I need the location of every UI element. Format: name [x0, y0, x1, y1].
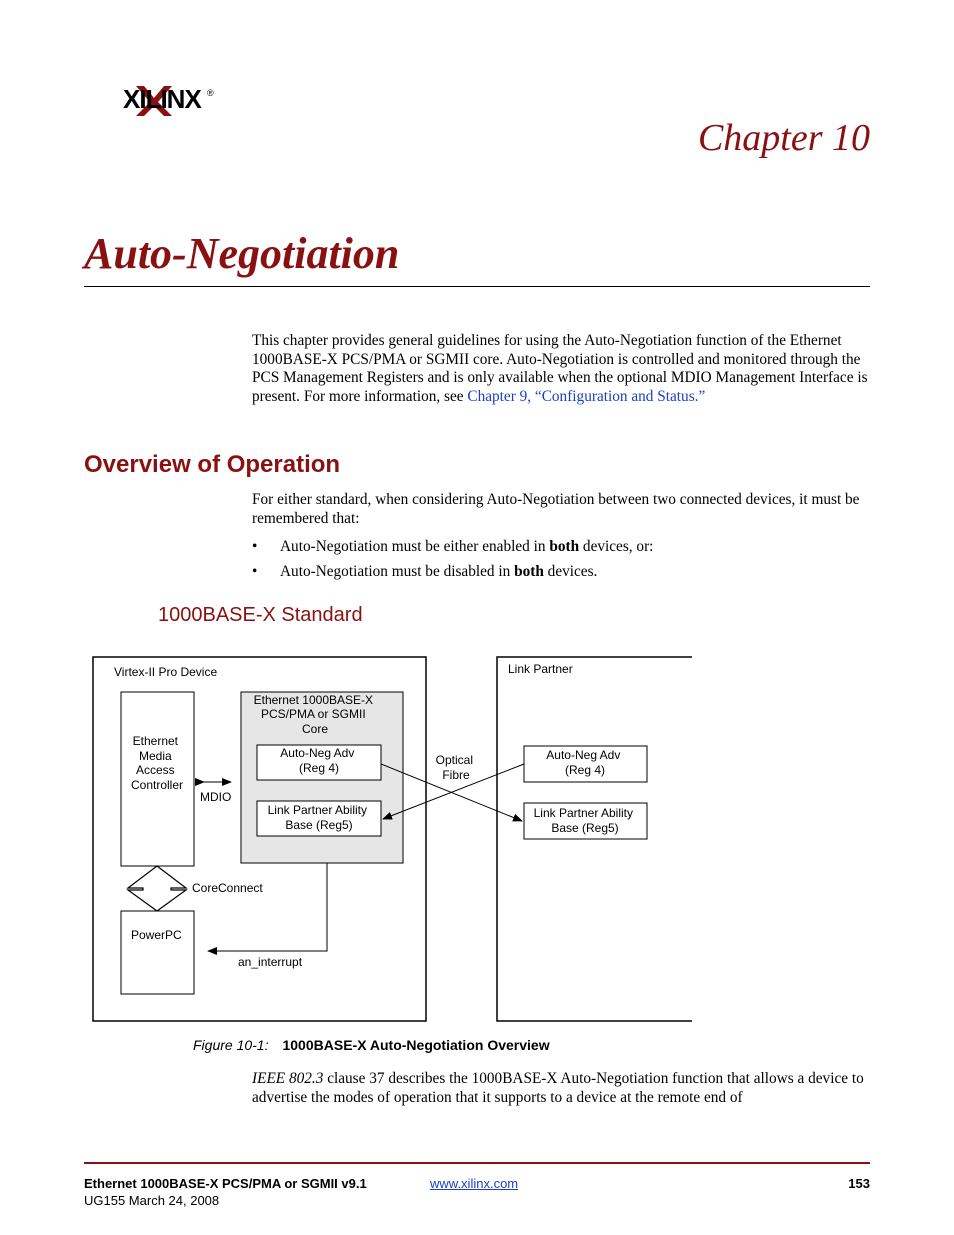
an-interrupt-line [208, 863, 327, 951]
autoneg-adv-label: Auto-Neg Adv (Reg 4) [280, 746, 355, 775]
bullet-emphasis: both [549, 538, 580, 555]
ieee-reference: IEEE 802.3 [252, 1070, 324, 1087]
subsection-heading: 1000BASE-X Standard [158, 604, 363, 626]
bullet-text: Auto-Negotiation must be disabled in [280, 563, 515, 580]
footer-url-link[interactable]: www.xilinx.com [430, 1176, 519, 1191]
chapter-label: Chapter 10 [697, 117, 870, 159]
closing-paragraph [252, 1070, 872, 1107]
powerpc-label: PowerPC [131, 928, 182, 942]
figure-number: Figure 10-1: [193, 1037, 269, 1053]
bullet-text: devices. [543, 563, 598, 580]
figure-title: 1000BASE-X Auto-Negotiation Overview [282, 1037, 550, 1053]
device-label: Virtex-II Pro Device [114, 665, 218, 679]
intro-text: This chapter provides general guidelines for using the Auto-Negotiation function of the Ethernet 1000BASE-X PCS/PMA or SGMII core. Auto-Negotiation is controlled and monitored through the PCS Management Registers and is only available when the optional MDIO Management Interface is present. For more information, see [252, 332, 868, 406]
bullet-emphasis: both [514, 563, 544, 580]
footer-divider [84, 1162, 870, 1164]
optical-fibre-label: Optical Fibre [435, 753, 474, 782]
partner-autoneg-adv-label: Auto-Neg Adv (Reg 4) [546, 748, 621, 777]
core-label: Ethernet 1000BASE-X PCS/PMA or SGMII Core [253, 693, 374, 736]
page-number: 153 [848, 1176, 870, 1191]
overview-paragraph: For either standard, when considering Auto-Negotiation between two connected devices, it must be remembered that: [252, 491, 860, 527]
bullet-text: devices, or: [579, 538, 654, 555]
figure-caption [193, 1037, 550, 1053]
bullet-icon: • [252, 538, 258, 555]
mac-label: Ethernet Media Access Controller [130, 734, 184, 792]
bullet-text: Auto-Negotiation must be either enabled in [280, 538, 550, 555]
powerpc-block [121, 911, 194, 994]
page-title: Auto-Negotiation [84, 229, 400, 278]
coreconnect-bus-arrow [128, 866, 186, 911]
lp-ability-label: Link Partner Ability Base (Reg5) [267, 803, 368, 832]
coreconnect-label: CoreConnect [192, 881, 263, 895]
chapter-9-link[interactable]: Chapter 9, “Configuration and Status.” [467, 388, 706, 406]
link-partner-label: Link Partner [508, 662, 573, 676]
section-heading: Overview of Operation [84, 451, 341, 478]
logo-registered-mark: ® [207, 88, 214, 98]
mdio-label: MDIO [200, 790, 232, 804]
logo-wordmark: XILINX [123, 84, 201, 114]
an-interrupt-label: an_interrupt [238, 955, 303, 969]
footer-doc-title: Ethernet 1000BASE-X PCS/PMA or SGMII v9.1 [84, 1176, 367, 1191]
closing-text: clause 37 describes the 1000BASE-X Auto-Negotiation function that allows a device to advertise the modes of operation that it supports to a device at the remote end of [252, 1070, 864, 1106]
footer-doc-id-date: UG155 March 24, 2008 [84, 1193, 220, 1208]
bullet-icon: • [252, 563, 258, 580]
partner-lp-ability-label: Link Partner Ability Base (Reg5) [533, 806, 634, 835]
